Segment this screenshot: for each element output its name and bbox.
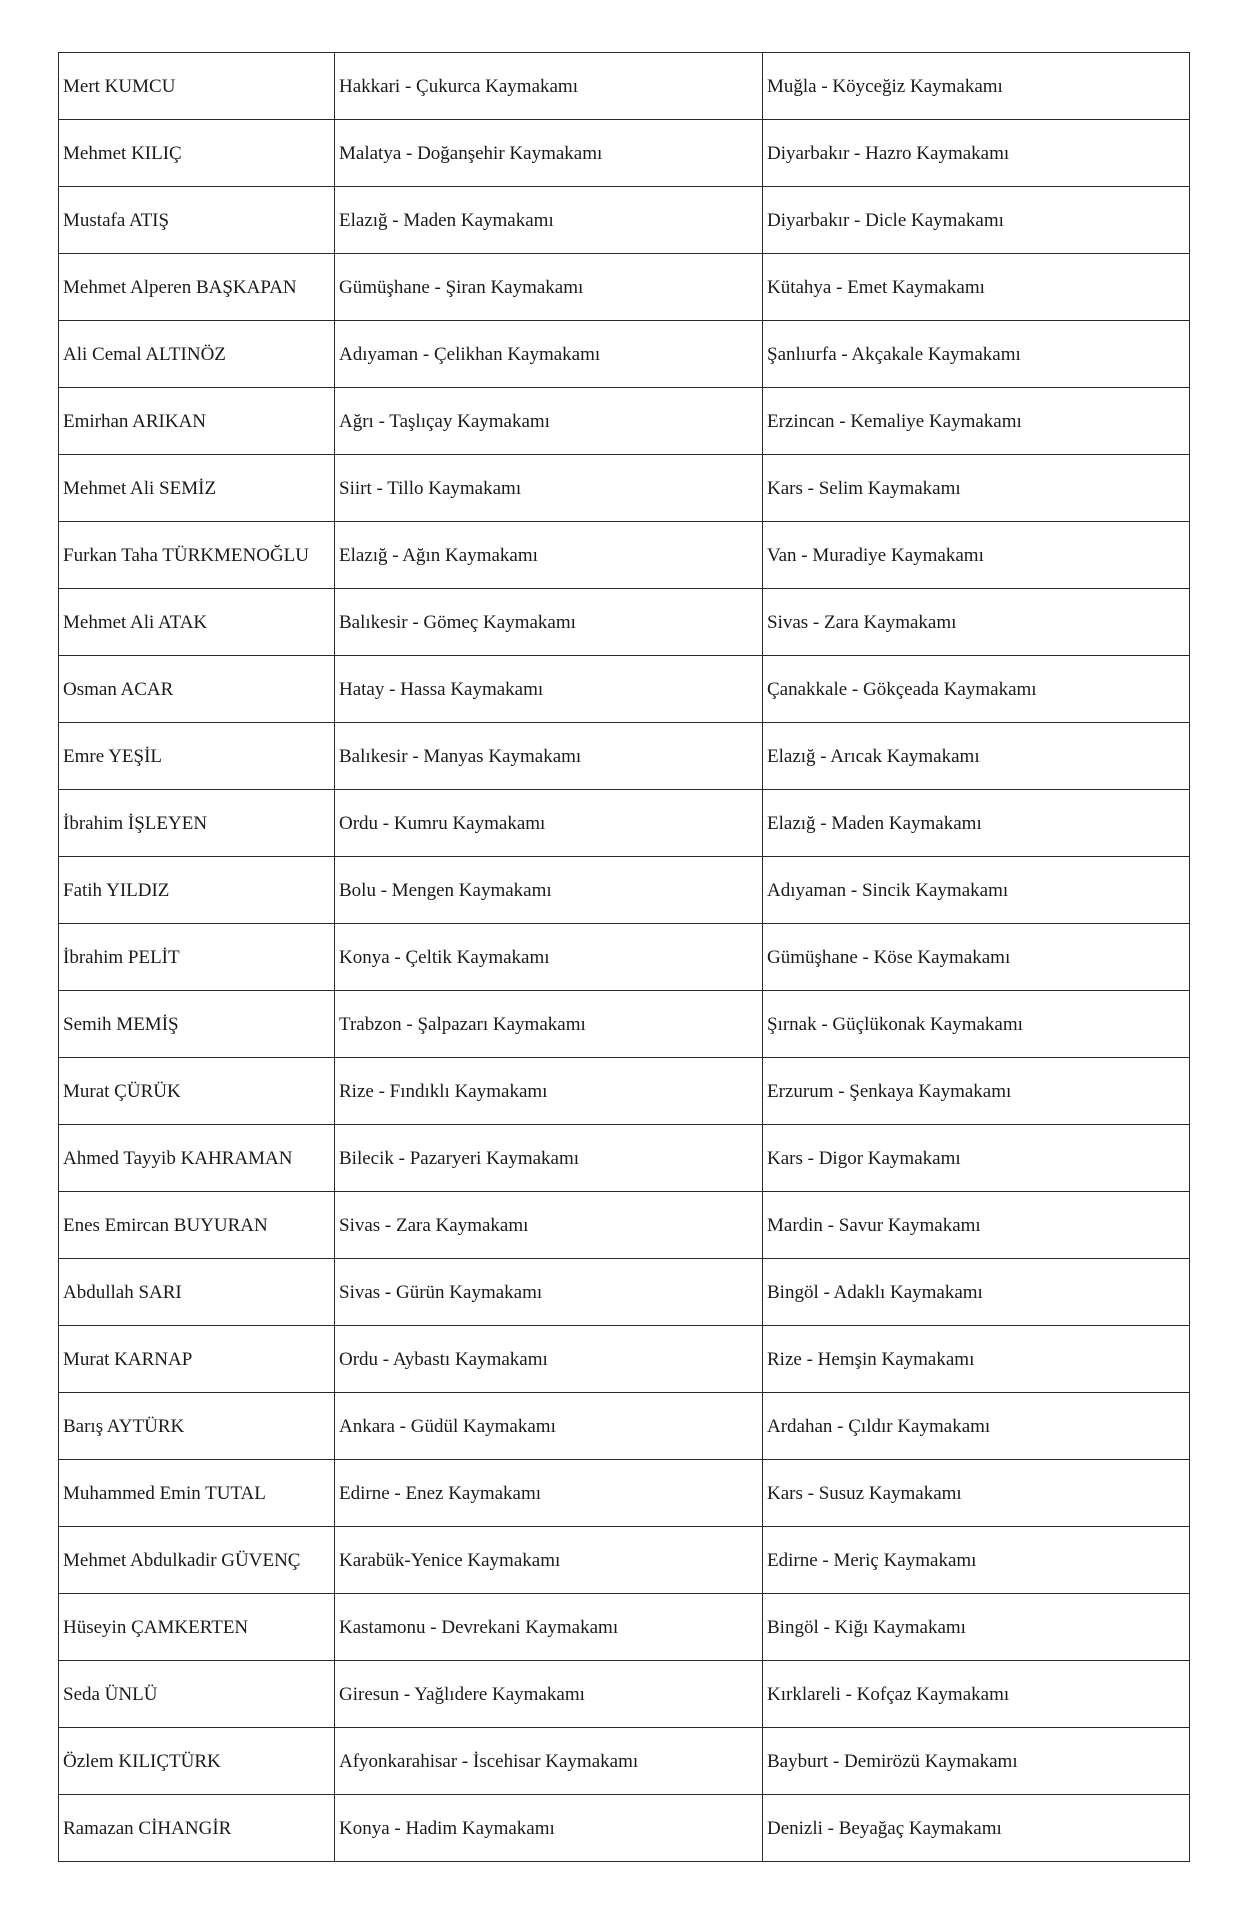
table-row (59, 187, 1190, 254)
table-row (59, 723, 1190, 790)
current-post-cell: Konya - Hadim Kaymakamı (335, 1795, 763, 1862)
name-cell: Mehmet Ali SEMİZ (59, 455, 335, 522)
new-post-cell: Elazığ - Maden Kaymakamı (763, 790, 1190, 857)
table-row (59, 1661, 1190, 1728)
new-post-cell: Sivas - Zara Kaymakamı (763, 589, 1190, 656)
name-cell: Özlem KILIÇTÜRK (59, 1728, 335, 1795)
table-row (59, 53, 1190, 120)
new-post-cell: Denizli - Beyağaç Kaymakamı (763, 1795, 1190, 1862)
name-cell: Furkan Taha TÜRKMENOĞLU (59, 522, 335, 589)
new-post-cell: Adıyaman - Sincik Kaymakamı (763, 857, 1190, 924)
table-row (59, 1192, 1190, 1259)
current-post-cell: Afyonkarahisar - İscehisar Kaymakamı (335, 1728, 763, 1795)
appointments-table (58, 52, 1190, 1862)
name-cell: Hüseyin ÇAMKERTEN (59, 1594, 335, 1661)
new-post-cell: Kars - Selim Kaymakamı (763, 455, 1190, 522)
table-row (59, 1728, 1190, 1795)
current-post-cell: Ordu - Kumru Kaymakamı (335, 790, 763, 857)
name-cell: Mert KUMCU (59, 53, 335, 120)
new-post-cell: Erzurum - Şenkaya Kaymakamı (763, 1058, 1190, 1125)
new-post-cell: Ardahan - Çıldır Kaymakamı (763, 1393, 1190, 1460)
table-row (59, 321, 1190, 388)
current-post-cell: Balıkesir - Manyas Kaymakamı (335, 723, 763, 790)
current-post-cell: Ordu - Aybastı Kaymakamı (335, 1326, 763, 1393)
table-row (59, 991, 1190, 1058)
name-cell: Seda ÜNLÜ (59, 1661, 335, 1728)
table-row (59, 388, 1190, 455)
current-post-cell: Karabük-Yenice Kaymakamı (335, 1527, 763, 1594)
new-post-cell: Bayburt - Demirözü Kaymakamı (763, 1728, 1190, 1795)
table-row (59, 1527, 1190, 1594)
table-row (59, 1326, 1190, 1393)
table-row (59, 455, 1190, 522)
current-post-cell: Hakkari - Çukurca Kaymakamı (335, 53, 763, 120)
current-post-cell: Bolu - Mengen Kaymakamı (335, 857, 763, 924)
current-post-cell: Balıkesir - Gömeç Kaymakamı (335, 589, 763, 656)
name-cell: Emirhan ARIKAN (59, 388, 335, 455)
name-cell: Mehmet Ali ATAK (59, 589, 335, 656)
new-post-cell: Şırnak - Güçlükonak Kaymakamı (763, 991, 1190, 1058)
current-post-cell: Sivas - Zara Kaymakamı (335, 1192, 763, 1259)
name-cell: Fatih YILDIZ (59, 857, 335, 924)
name-cell: İbrahim PELİT (59, 924, 335, 991)
name-cell: Mehmet Abdulkadir GÜVENÇ (59, 1527, 335, 1594)
name-cell: Abdullah SARI (59, 1259, 335, 1326)
table-row (59, 1259, 1190, 1326)
name-cell: Osman ACAR (59, 656, 335, 723)
new-post-cell: Kırklareli - Kofçaz Kaymakamı (763, 1661, 1190, 1728)
name-cell: Murat KARNAP (59, 1326, 335, 1393)
name-cell: Ali Cemal ALTINÖZ (59, 321, 335, 388)
table-row (59, 522, 1190, 589)
new-post-cell: Edirne - Meriç Kaymakamı (763, 1527, 1190, 1594)
name-cell: Mehmet KILIÇ (59, 120, 335, 187)
table-row (59, 1795, 1190, 1862)
name-cell: Ahmed Tayyib KAHRAMAN (59, 1125, 335, 1192)
current-post-cell: Gümüşhane - Şiran Kaymakamı (335, 254, 763, 321)
current-post-cell: Elazığ - Maden Kaymakamı (335, 187, 763, 254)
new-post-cell: Diyarbakır - Hazro Kaymakamı (763, 120, 1190, 187)
new-post-cell: Van - Muradiye Kaymakamı (763, 522, 1190, 589)
current-post-cell: Sivas - Gürün Kaymakamı (335, 1259, 763, 1326)
current-post-cell: Giresun - Yağlıdere Kaymakamı (335, 1661, 763, 1728)
new-post-cell: Diyarbakır - Dicle Kaymakamı (763, 187, 1190, 254)
current-post-cell: Ağrı - Taşlıçay Kaymakamı (335, 388, 763, 455)
current-post-cell: Hatay - Hassa Kaymakamı (335, 656, 763, 723)
current-post-cell: Elazığ - Ağın Kaymakamı (335, 522, 763, 589)
current-post-cell: Ankara - Güdül Kaymakamı (335, 1393, 763, 1460)
new-post-cell: Bingöl - Adaklı Kaymakamı (763, 1259, 1190, 1326)
table-row (59, 1460, 1190, 1527)
name-cell: Semih MEMİŞ (59, 991, 335, 1058)
new-post-cell: Muğla - Köyceğiz Kaymakamı (763, 53, 1190, 120)
new-post-cell: Kütahya - Emet Kaymakamı (763, 254, 1190, 321)
current-post-cell: Malatya - Doğanşehir Kaymakamı (335, 120, 763, 187)
new-post-cell: Mardin - Savur Kaymakamı (763, 1192, 1190, 1259)
new-post-cell: Gümüşhane - Köse Kaymakamı (763, 924, 1190, 991)
new-post-cell: Çanakkale - Gökçeada Kaymakamı (763, 656, 1190, 723)
name-cell: Murat ÇÜRÜK (59, 1058, 335, 1125)
name-cell: İbrahim İŞLEYEN (59, 790, 335, 857)
current-post-cell: Edirne - Enez Kaymakamı (335, 1460, 763, 1527)
table-row (59, 120, 1190, 187)
current-post-cell: Kastamonu - Devrekani Kaymakamı (335, 1594, 763, 1661)
table-row (59, 656, 1190, 723)
name-cell: Enes Emircan BUYURAN (59, 1192, 335, 1259)
current-post-cell: Konya - Çeltik Kaymakamı (335, 924, 763, 991)
table-row (59, 1393, 1190, 1460)
new-post-cell: Şanlıurfa - Akçakale Kaymakamı (763, 321, 1190, 388)
new-post-cell: Kars - Digor Kaymakamı (763, 1125, 1190, 1192)
current-post-cell: Siirt - Tillo Kaymakamı (335, 455, 763, 522)
current-post-cell: Trabzon - Şalpazarı Kaymakamı (335, 991, 763, 1058)
new-post-cell: Bingöl - Kiğı Kaymakamı (763, 1594, 1190, 1661)
new-post-cell: Erzincan - Kemaliye Kaymakamı (763, 388, 1190, 455)
name-cell: Muhammed Emin TUTAL (59, 1460, 335, 1527)
table-row (59, 924, 1190, 991)
table-row (59, 254, 1190, 321)
table-row (59, 589, 1190, 656)
new-post-cell: Rize - Hemşin Kaymakamı (763, 1326, 1190, 1393)
current-post-cell: Bilecik - Pazaryeri Kaymakamı (335, 1125, 763, 1192)
table-row (59, 1058, 1190, 1125)
table-row (59, 857, 1190, 924)
name-cell: Emre YEŞİL (59, 723, 335, 790)
name-cell: Mustafa ATIŞ (59, 187, 335, 254)
current-post-cell: Adıyaman - Çelikhan Kaymakamı (335, 321, 763, 388)
table-row (59, 1125, 1190, 1192)
name-cell: Mehmet Alperen BAŞKAPAN (59, 254, 335, 321)
current-post-cell: Rize - Fındıklı Kaymakamı (335, 1058, 763, 1125)
name-cell: Barış AYTÜRK (59, 1393, 335, 1460)
name-cell: Ramazan CİHANGİR (59, 1795, 335, 1862)
appointments-table-body (59, 53, 1190, 1862)
table-row (59, 790, 1190, 857)
table-row (59, 1594, 1190, 1661)
new-post-cell: Kars - Susuz Kaymakamı (763, 1460, 1190, 1527)
new-post-cell: Elazığ - Arıcak Kaymakamı (763, 723, 1190, 790)
